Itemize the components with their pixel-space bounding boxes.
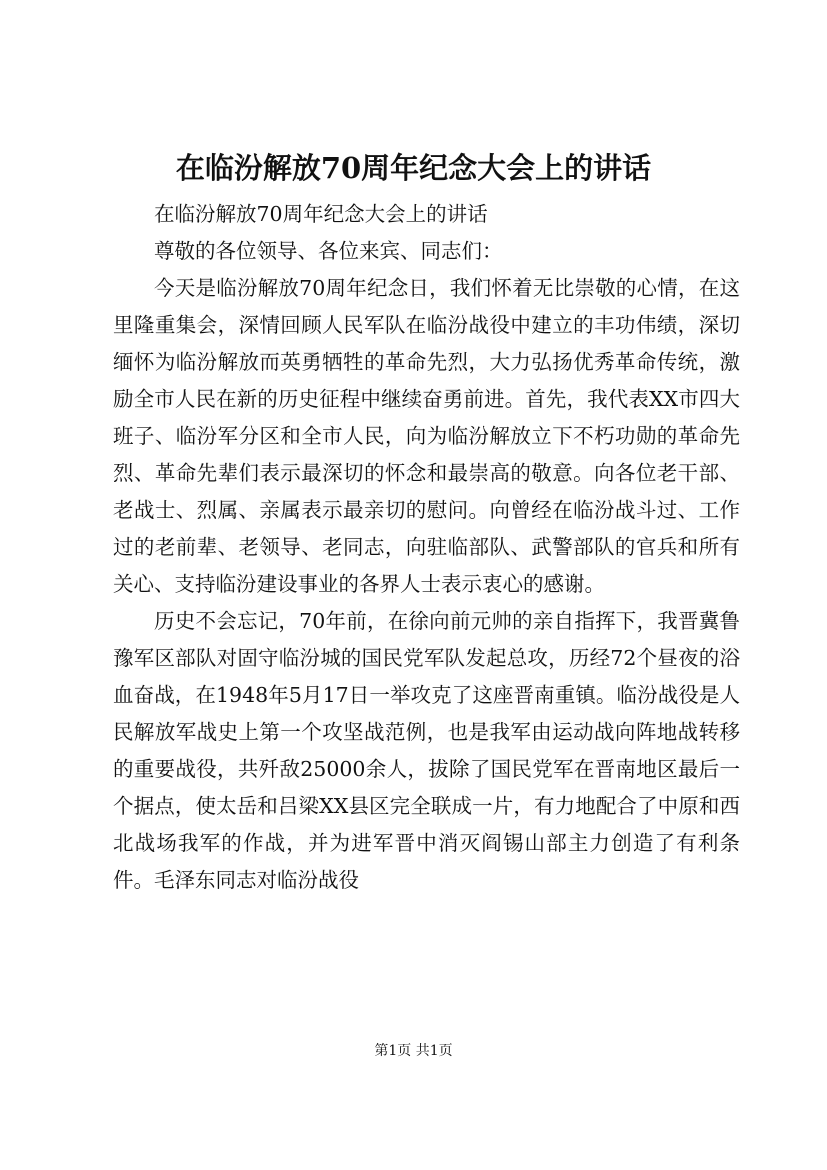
document-title: 在临汾解放70周年纪念大会上的讲话 — [175, 151, 652, 185]
page-footer: 第1页 共1页 — [374, 1043, 453, 1059]
paragraph-history: 历史不会忘记，70年前，在徐向前元帅的亲自指挥下，我晋冀鲁豫军区部队对固守临汾城的国民党军队发起总攻，历经72个昼夜的浴血奋战，在1948年5月17日一举攻克了这座晋南重镇。临汾战役是人民解放军战史上第一个攻坚战范例，也是我军由运动战向阵地战转移的重要战役，共歼敌25000余人，拔除了国民党军在晋南地区最后一个据点，使太岳和吕梁XX县区完全联成一片，有力地配合了中原和西北战场我军的作战，并为进军晋中消灭阎锡山部主力创造了有利条件。毛泽东同志对临汾战役 — [113, 609, 740, 892]
paragraph-opening: 今天是临汾解放70周年纪念日，我们怀着无比崇敬的心情，在这里隆重集会，深情回顾人民军队在临汾战役中建立的丰功伟绩，深切缅怀为临汾解放而英勇牺牲的革命先烈，大力弘扬优秀革命传统，激励全市人民在新的历史征程中继续奋勇前进。首先，我代表XX市四大班子、临汾军分区和全市人民，向为临汾解放立下不朽功勋的革命先烈、革命先辈们表示最深切的怀念和最崇高的敬意。向各位老干部、老战士、烈属、亲属表示最亲切的慰问。向曾经在临汾战斗过、工作过的老前辈、老领导、老同志，向驻临部队、武警部队的官兵和所有关心、支持临汾建设事业的各界人士表示衷心的感谢。 — [113, 276, 740, 596]
paragraph-subtitle: 在临汾解放70周年纪念大会上的讲话 — [154, 202, 488, 226]
paragraph-salutation: 尊敬的各位领导、各位来宾、同志们： — [154, 239, 503, 263]
document-body — [113, 196, 740, 899]
